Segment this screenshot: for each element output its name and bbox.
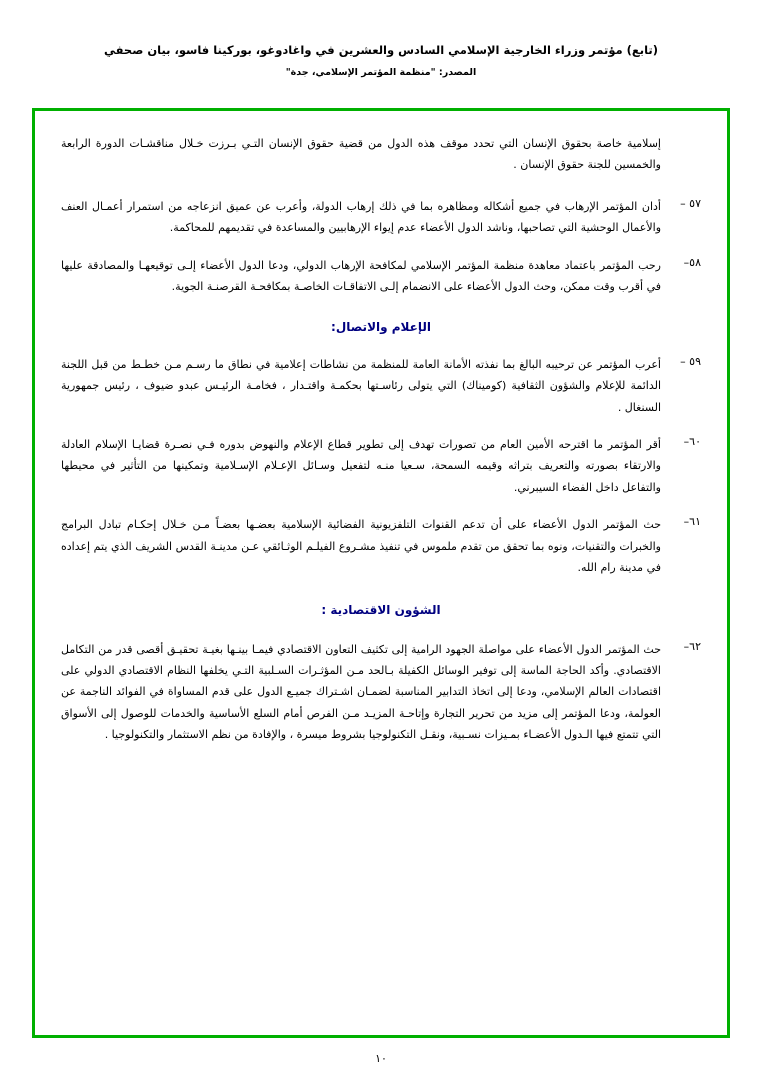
page-header	[0, 0, 762, 78]
paragraph-intro	[61, 133, 701, 176]
paragraph-number: ٦٢–	[683, 639, 701, 653]
paragraph-text: حث المؤتمر الدول الأعضاء على أن تدعم القنوات التلفزيونية الفضائية الإسلامية بعضـها بعضـاً مـن خـلال إحكـام تبادل البرامج والخبرات والتقنيات، ونوه بما تحقق من تقدم ملموس في تنفيذ مشـروع الفيلـم الوثـائقي عـن مدينـة القدس الشريف الذي يتم إعداده في مدينة رام الله.	[61, 518, 661, 575]
paragraph-number: ٥٩ –	[680, 354, 701, 368]
paragraph-text: إسلامية خاصة بحقوق الإنسان التي تحدد موقف هذه الدول من قضية حقوق الإنسان التـي بـرزت خـلال مناقشـات الدورة الرابعة والخمسين للجنة حقوق الإنسان .	[61, 137, 661, 172]
paragraph-number: ٥٧ –	[680, 196, 701, 210]
header-source: المصدر: "منظمة المؤتمر الإسلامي، جدة"	[285, 67, 477, 79]
page-footer	[0, 1052, 762, 1065]
paragraph-60	[61, 434, 701, 498]
paragraph-text: حث المؤتمر الدول الأعضاء على مواصلة الجهود الرامية إلى تكثيف التعاون الاقتصادي فيمـا بينـها بغيـة تحقيـق أقصى قدر من التكامل الاقتصادي. وأكد الحاجة الماسة إلى توفير الوسائل الكفيلة بـالحد مـن المؤثـرات السـلبية التـي يخلفها النظام الاقتصادي الدولي على اقتصادات العالم الإسلامي، ودعا إلى اتخاذ التدابير المناسبة لضمـان اشـتراك جميـع الدول على قدم المساواة في الفوائد الناجمة عن العولمة، ودعا المؤتمر إلى مزيد من تحرير التجارة وإتاحـة المزيـد مـن الفرص أمام السلع الأساسية والخدمات للوصول إلى الأسواق التي تتمتع فيها الـدول الأعضـاء بمـيزات نسـبية، ونقـل التكنولوجيا بشروط ميسرة ، والإفادة من نظم الاستثمار والتكنولوجيا .	[61, 642, 661, 742]
content-frame	[32, 108, 730, 1038]
section-heading-media: الإعلام والاتصال:	[331, 319, 431, 334]
paragraph-number: ٦١–	[683, 515, 701, 529]
page-number: ١٠	[375, 1052, 387, 1065]
paragraph-text: أقر المؤتمر ما اقترحه الأمين العام من تصورات تهدف إلى تطوير قطاع الإعلام والنهوض بدوره فـي نصـرة قضايـا الإسلام العادلة والارتقاء بصورته والتعريف بتراثه وقيمه السمحة، سـعيا منـه لتفعيل وسـائل الإعـلام الإسـلامية وتمكينها من التأثير في محيطها والتفاعل داخل الفضاء السيبرني.	[61, 437, 661, 494]
paragraph-62	[61, 639, 701, 746]
paragraph-text: رحب المؤتمر باعتماد معاهدة منظمة المؤتمر الإسلامي لمكافحة الإرهاب الدولي، ودعا الدول الأعضاء إلـى توقيعهـا والمصادقة عليها في أقرب وقت ممكن، وحث الدول الأعضاء على الانضمام إلـى الاتفاقـات الخاصـة بمكافحـة القرصنـة الجوية.	[61, 258, 661, 294]
paragraph-text: أدان المؤتمر الإرهاب في جميع أشكاله ومظاهره بما في ذلك إرهاب الدولة، وأعرب عن عميق انزعاجه من استمرار أعمـال العنف والأعمال الوحشية التي تصاحبها، وناشد الدول الأعضاء عدم إيواء الإرهابيين والمساعدة في تقديمهم للمحاكمة.	[61, 199, 661, 235]
paragraph-text: أعرب المؤتمر عن ترحيبه البالغ بما نفذته الأمانة العامة للمنظمة من نشاطات إعلامية في نطاق ما رسـم مـن خطـط من قبل اللجنة الدائمة للإعلام والشؤون الثقافية (كوميناك) التي يتولى رئاسـتها بحكمـة واقتـدار ، فخامـة الرئيـس عبدو ضيوف ، رئيس جمهورية السنغال .	[61, 357, 661, 414]
paragraph-number	[661, 133, 701, 134]
paragraph-number: ٥٨–	[683, 255, 701, 269]
content-body	[35, 111, 727, 772]
section-heading-economic: الشؤون الاقتصادية :	[321, 602, 441, 617]
header-title: (تابع) مؤتمر وزراء الخارجية الإسلامي السادس والعشرين في واغادوغو، بوركينا فاسو، بيان صحفي	[104, 43, 658, 57]
paragraph-59	[61, 354, 701, 418]
paragraph-58	[61, 255, 701, 298]
paragraph-57	[61, 196, 701, 239]
paragraph-number: ٦٠–	[683, 434, 701, 448]
paragraph-61	[61, 514, 701, 578]
